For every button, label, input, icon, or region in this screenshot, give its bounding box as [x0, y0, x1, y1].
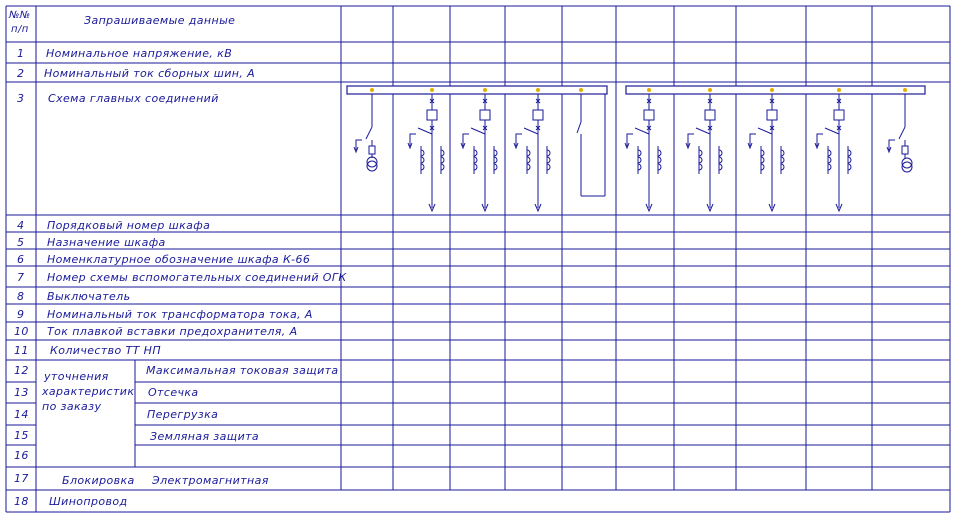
row-label: Номинальный ток трансформатора тока, А	[47, 308, 313, 321]
voltage-transformer-cell	[354, 94, 377, 171]
row-number: 7	[17, 271, 25, 284]
group-label-line2: характеристик	[42, 385, 135, 398]
row-number: 16	[14, 449, 29, 462]
header-num-line2: п/п	[11, 24, 29, 35]
sectional-disconnector	[577, 94, 605, 196]
row-number: 3	[17, 92, 25, 105]
row-number: 1	[17, 47, 25, 60]
row-number: 10	[14, 325, 29, 338]
row-label: Номенклатурное обозначение шкафа К-66	[47, 253, 311, 266]
group-item-cutoff: Отсечка	[148, 386, 199, 399]
row-number: 9	[17, 308, 25, 321]
row-label: Номер схемы вспомогательных соединений ОГК	[47, 271, 347, 284]
row-label: Назначение шкафа	[47, 236, 166, 249]
row-label: Порядковый номер шкафа	[47, 219, 211, 232]
row-number: 17	[14, 472, 29, 485]
blocking-value: Электромагнитная	[152, 474, 269, 487]
row-number: 18	[14, 495, 29, 508]
row-number: 8	[17, 290, 25, 303]
header-title: Запрашиваемые данные	[84, 14, 236, 27]
bus-tap-dot	[903, 88, 907, 92]
row-label: Выключатель	[47, 290, 131, 303]
bus-tap-dot	[708, 88, 712, 92]
bus-tap-dot	[579, 88, 583, 92]
feeder-cell	[461, 94, 497, 211]
bus-tap-dot	[647, 88, 651, 92]
feeder-cell	[686, 94, 722, 211]
header-num-line1: №№	[9, 10, 31, 21]
group-label-line3: по заказу	[42, 400, 102, 413]
group-label-line1: уточнения	[44, 370, 109, 383]
row-number: 11	[14, 344, 29, 357]
group-item-max-current: Максимальная токовая защита	[146, 364, 339, 377]
feeder-cell	[408, 94, 444, 211]
row-label: Номинальное напряжение, кВ	[46, 47, 233, 60]
feeder-cell	[514, 94, 550, 211]
row-number: 2	[17, 67, 25, 80]
feeder-cell	[625, 94, 661, 211]
row-number: 4	[17, 219, 25, 232]
row-number: 12	[14, 364, 29, 377]
row-number: 15	[14, 429, 29, 442]
row-label: Схема главных соединений	[48, 92, 219, 105]
row-number: 14	[14, 408, 29, 421]
feeder-cells	[408, 94, 851, 211]
bus-tap-dot	[837, 88, 841, 92]
voltage-transformer-cell	[887, 94, 912, 172]
group-item-overload: Перегрузка	[147, 408, 219, 421]
bus-tap-dot	[370, 88, 374, 92]
row-label: Номинальный ток сборных шин, А	[44, 67, 256, 80]
row-number: 6	[17, 253, 25, 266]
bus-tap-dot	[483, 88, 487, 92]
row-label: Ток плавкой вставки предохранителя, А	[47, 325, 298, 338]
busbar-section-2	[626, 86, 925, 94]
row-label: Шинопровод	[49, 495, 128, 508]
row-number: 13	[14, 386, 29, 399]
row-label: Количество ТТ НП	[50, 344, 162, 357]
busbar-section-1	[347, 86, 607, 94]
blocking-label: Блокировка	[62, 474, 135, 487]
bus-tap-dot	[770, 88, 774, 92]
bus-tap-dot	[430, 88, 434, 92]
feeder-cell	[815, 94, 851, 211]
row-number: 5	[17, 236, 25, 249]
group-item-earth-protection: Земляная защита	[150, 430, 260, 443]
bus-tap-dot	[536, 88, 540, 92]
feeder-cell	[748, 94, 784, 211]
